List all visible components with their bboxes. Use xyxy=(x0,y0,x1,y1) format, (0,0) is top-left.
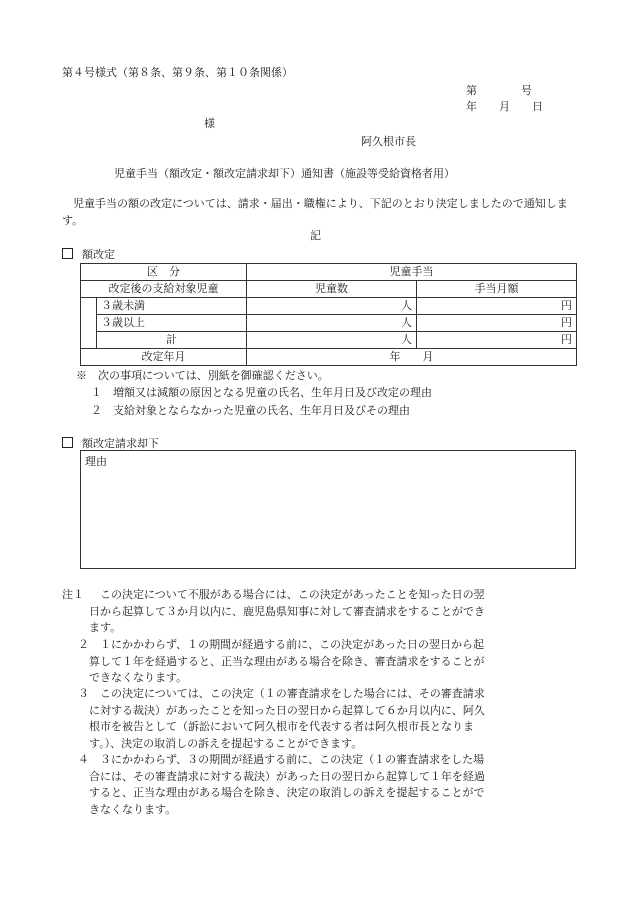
note-line: ます。 xyxy=(89,621,122,635)
request-rejection-label: 額改定請求却下 xyxy=(82,437,159,450)
note-line: 算して１年を経過すると、正当な理由がある場合を除き、審査請求をすることが xyxy=(89,654,485,668)
amount-revision-checkbox[interactable] xyxy=(62,248,73,259)
note-number: ４ xyxy=(78,753,89,766)
note-line: に対する裁決）があったことを知った日の翌日から起算して６か月以内に、阿久 xyxy=(89,703,485,717)
note-item xyxy=(78,752,574,818)
header-child-count: 児童数 xyxy=(247,281,417,298)
note-number: 注１ xyxy=(62,588,84,601)
count-unit: 人 xyxy=(247,315,417,332)
note-line: この決定について不服がある場合には、この決定があったことを知った日の翌 xyxy=(100,588,485,601)
note-line: ３にかかわらず、３の期間が経過する前に、この決定（１の審査請求をした場 xyxy=(100,753,485,766)
note-line: 根市を被告として（訴訟において阿久根市を代表する者は阿久根市長となりま xyxy=(89,720,474,734)
issuer-name: 阿久根市長 xyxy=(361,135,416,148)
recipient-suffix: 様 xyxy=(204,117,215,130)
note-line: この決定については、この決定（１の審査請求をした場合には、その審査請求 xyxy=(100,687,485,700)
note-line: 合には、その審査請求に対する裁決）があった日の翌日から起算して１年を経過 xyxy=(89,769,485,783)
note-item xyxy=(62,587,574,637)
note-item xyxy=(78,637,574,687)
reason-box xyxy=(80,450,576,569)
note-number: ３ xyxy=(78,687,89,700)
count-unit: 人 xyxy=(247,298,417,315)
revision-table xyxy=(80,263,577,366)
row-label: ３歳未満 xyxy=(97,298,247,315)
header-category: 区 分 xyxy=(81,264,247,281)
note-item xyxy=(78,686,574,752)
note-line: すると、正当な理由がある場合を除き、決定の取消しの訴えを提起することがで xyxy=(89,786,485,800)
amount-unit: 円 xyxy=(417,332,577,349)
row-label: ３歳以上 xyxy=(97,315,247,332)
form-label: 第４号様式（第８条、第９条、第１０条関係） xyxy=(62,66,293,79)
amount-revision-label: 額改定 xyxy=(82,248,115,261)
count-unit: 人 xyxy=(247,332,417,349)
document-title: 児童手当（額改定・額改定請求却下）通知書（施設等受給資格者用） xyxy=(114,167,455,180)
note-line: １にかかわらず、１の期間が経過する前に、この決定があった日の翌日から起 xyxy=(100,638,485,651)
section-request-rejection xyxy=(62,437,159,449)
notice-item: ２ 支給対象とならなかった児童の氏名、生年月日及びその理由 xyxy=(91,404,410,417)
amount-unit: 円 xyxy=(417,315,577,332)
document-number: 第 号 xyxy=(466,84,532,97)
section-amount-revision xyxy=(62,248,115,260)
row-label-total: 計 xyxy=(97,332,247,349)
request-rejection-checkbox[interactable] xyxy=(62,437,73,448)
note-number: ２ xyxy=(78,638,89,651)
ki-heading: 記 xyxy=(310,229,321,242)
header-allowance: 児童手当 xyxy=(247,264,577,281)
header-target-children: 改定後の支給対象児童 xyxy=(81,281,247,298)
notice-intro: ※ 次の事項については、別紙を御確認ください。 xyxy=(76,369,329,382)
intro-paragraph: 児童手当の額の改定については、請求・届出・職権により、下記のとおり決定しましたので通知します。 xyxy=(62,197,568,227)
document-date: 年 月 日 xyxy=(466,100,543,113)
note-line: きなくなります。 xyxy=(89,802,177,816)
amount-unit: 円 xyxy=(417,298,577,315)
note-line: 日から起算して３か月以内に、鹿児島県知事に対して審査請求をすることができ xyxy=(89,604,485,618)
revision-date-label: 改定年月 xyxy=(81,349,247,366)
notice-item: １ 増額又は減額の原因となる児童の氏名、生年月日及び改定の理由 xyxy=(91,386,432,399)
table-indent-cell xyxy=(81,298,97,349)
note-line: できなくなります。 xyxy=(89,671,188,685)
note-line: す。）、決定の取消しの訴えを提起することができます。 xyxy=(89,736,363,750)
header-monthly-amount: 手当月額 xyxy=(417,281,577,298)
reason-label: 理由 xyxy=(85,455,107,468)
revision-date-value: 年 月 xyxy=(247,349,577,366)
